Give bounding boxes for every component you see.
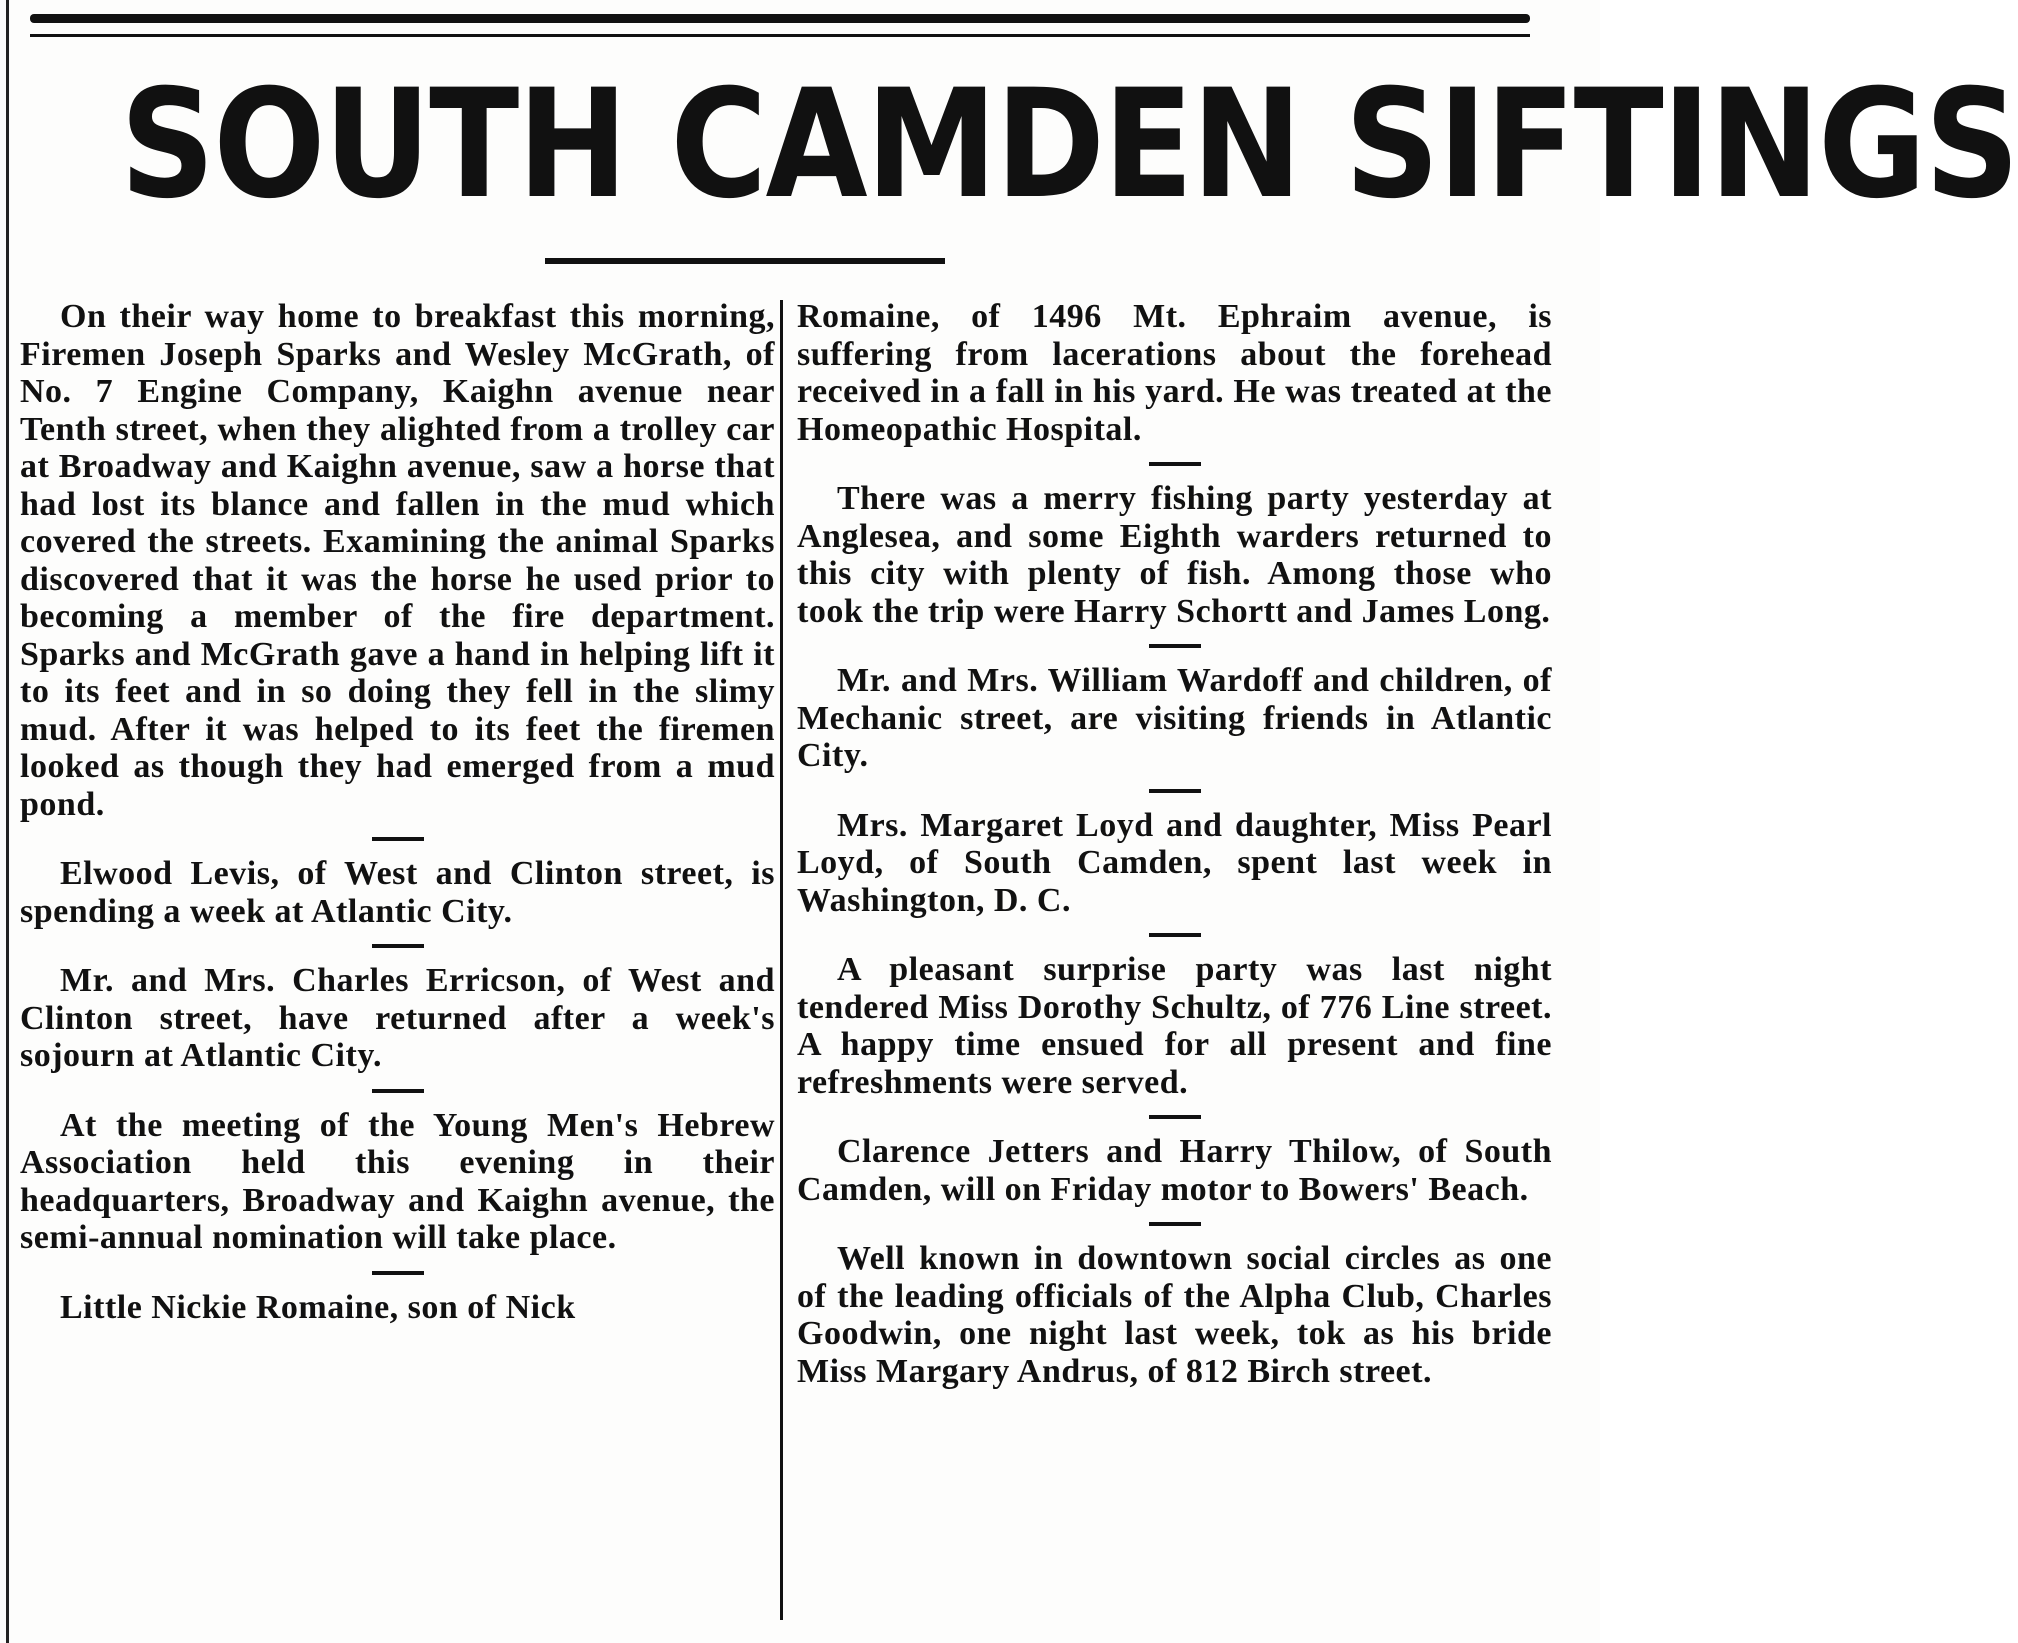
news-item-romaine-start: Little Nickie Romaine, son of Nick [60, 1288, 576, 1326]
item-separator [1149, 789, 1201, 793]
news-item-levis: Elwood Levis, of West and Clinton street, is spending a week at Atlantic City. [20, 855, 775, 930]
news-item-romaine-cont: Romaine, of 1496 Mt. Ephraim avenue, is suffering from lacerations about the forehead received in a fall in his yard. He was treated at the Homeopathic Hospital. [797, 298, 1552, 448]
item-separator [1149, 1222, 1201, 1226]
item-separator [372, 837, 424, 841]
item-separator [372, 1271, 424, 1275]
news-item-firemen: On their way home to breakfast this morning, Firemen Joseph Sparks and Wesley McGrath, of No. 7 Engine Company, Kaighn avenue near Tenth street, when they alighted from a trolley car at Broadway and Kaighn avenue, saw a horse that had lost its blance and fallen in the mud which covered the streets. Examining the animal Sparks discovered that it was the horse he used prior to becoming a member of the fire department. Sparks and McGrath gave a hand in helping lift it to its feet and in so doing they fell in the slimy mud. After it was helped to its feet the firemen looked as though they had emerged from a mud pond. [20, 298, 775, 823]
news-item-erricson: Mr. and Mrs. Charles Erricson, of West and Clinton street, have returned after a week's sojourn at Atlantic City. [20, 962, 775, 1074]
headline-underline [545, 258, 945, 264]
item-separator [1149, 933, 1201, 937]
top-rule-thick [30, 14, 1530, 23]
news-item-wardoff: Mr. and Mrs. William Wardoff and children, of Mechanic street, are visiting friends in Atlantic City. [797, 662, 1552, 774]
item-separator [372, 1089, 424, 1093]
headline: SOUTH CAMDEN SIFTINGS [120, 58, 2018, 232]
news-item-fishing-party: There was a merry fishing party yesterday at Anglesea, and some Eighth warders returned to this city with plenty of fish. Among those who took the trip were Harry Schortt and James Long. [797, 480, 1552, 630]
news-item-loyd: Mrs. Margaret Loyd and daughter, Miss Pearl Loyd, of South Camden, spent last week in Washington, D. C. [797, 806, 1552, 919]
news-item-jetters-thilow: Clarence Jetters and Harry Thilow, of South Camden, will on Friday motor to Bowers' Beach. [797, 1133, 1552, 1208]
item-separator [372, 944, 424, 948]
top-rule-thin [30, 34, 1530, 37]
page-edge-rule [6, 0, 9, 1643]
news-item-goodwin-wedding: Well known in downtown social circles as one of the leading officials of the Alpha Club, Charles Goodwin, one night last week, tok as his bride Miss Margary Andrus, of 812 Birch street. [797, 1240, 1552, 1390]
column-divider [780, 300, 783, 1620]
news-item-surprise-party: A pleasant surprise party was last night tendered Miss Dorothy Schultz, of 776 Line street. A happy time ensued for all present and fine refreshments were served. [797, 951, 1552, 1101]
news-item-ymha: At the meeting of the Young Men's Hebrew Association held this evening in their headquarters, Broadway and Kaighn avenue, the semi-annual nomination will take place. [20, 1106, 775, 1256]
item-separator [1149, 462, 1201, 466]
item-separator [1149, 644, 1201, 648]
left-column [20, 298, 775, 1326]
item-separator [1149, 1115, 1201, 1119]
right-column [797, 298, 1552, 1390]
